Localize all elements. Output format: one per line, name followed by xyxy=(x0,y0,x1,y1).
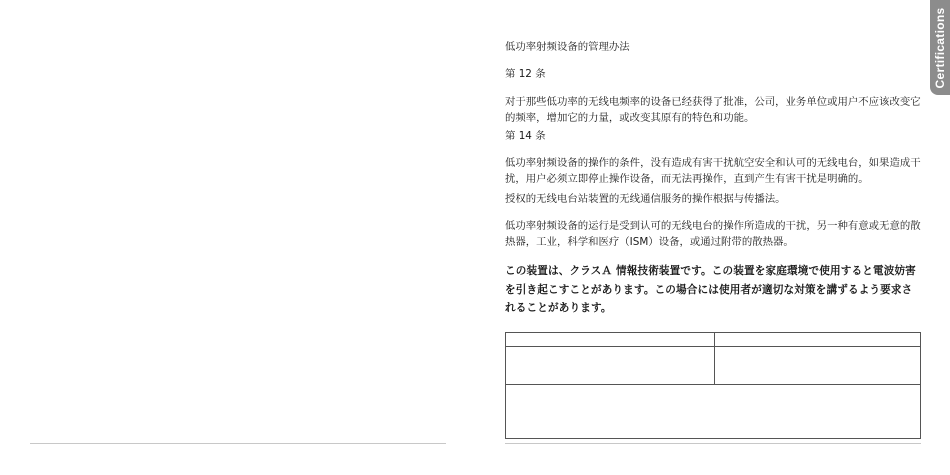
regulation-title: 低功率射频设备的管理办法 xyxy=(505,41,630,53)
section-side-tab xyxy=(930,0,950,95)
right-page-footer-rule xyxy=(505,443,921,444)
article-14-body: 低功率射频设备的操作的条件，没有造成有害干扰航空安全和认可的无线电台，如果造成干扰，用户必须立即停止操作设备，而无法再操作，直到产生有害干扰是明确的。 xyxy=(505,157,921,185)
left-page-footer-rule xyxy=(30,443,446,444)
table-row xyxy=(506,346,920,385)
side-tab-label: Certifications xyxy=(933,7,947,88)
article-14-heading: 第 14 条 xyxy=(505,130,546,142)
japanese-vcci-notice: この装置は、クラスＡ 情報技術装置です。この装置を家庭環境で使用すると電波妨害を引き起こすことがあります。この場合には使用者が適切な対策を講ずるよう要求されることがあります。 xyxy=(505,265,916,314)
table-row xyxy=(506,384,920,438)
certification-table xyxy=(505,332,921,439)
left-page xyxy=(0,0,470,475)
interference-note: 低功率射频设备的运行是受到认可的无线电台的操作所造成的干扰，另一种有意或无意的散热器，工业，科学和医疗（ISM）设备，或通过附带的散热器。 xyxy=(505,220,921,248)
table-header-row xyxy=(506,333,920,347)
right-page xyxy=(505,0,923,475)
table-column-divider xyxy=(714,333,715,384)
article-12-heading: 第 12 条 xyxy=(505,68,546,80)
authorized-station-note: 授权的无线电台站装置的无线通信服务的操作根据与传播法。 xyxy=(505,193,786,205)
article-12-body: 对于那些低功率的无线电频率的设备已经获得了批准，公司，业务单位或用户不应该改变它的频率，增加它的力量，或改变其原有的特色和功能。 xyxy=(505,96,921,124)
